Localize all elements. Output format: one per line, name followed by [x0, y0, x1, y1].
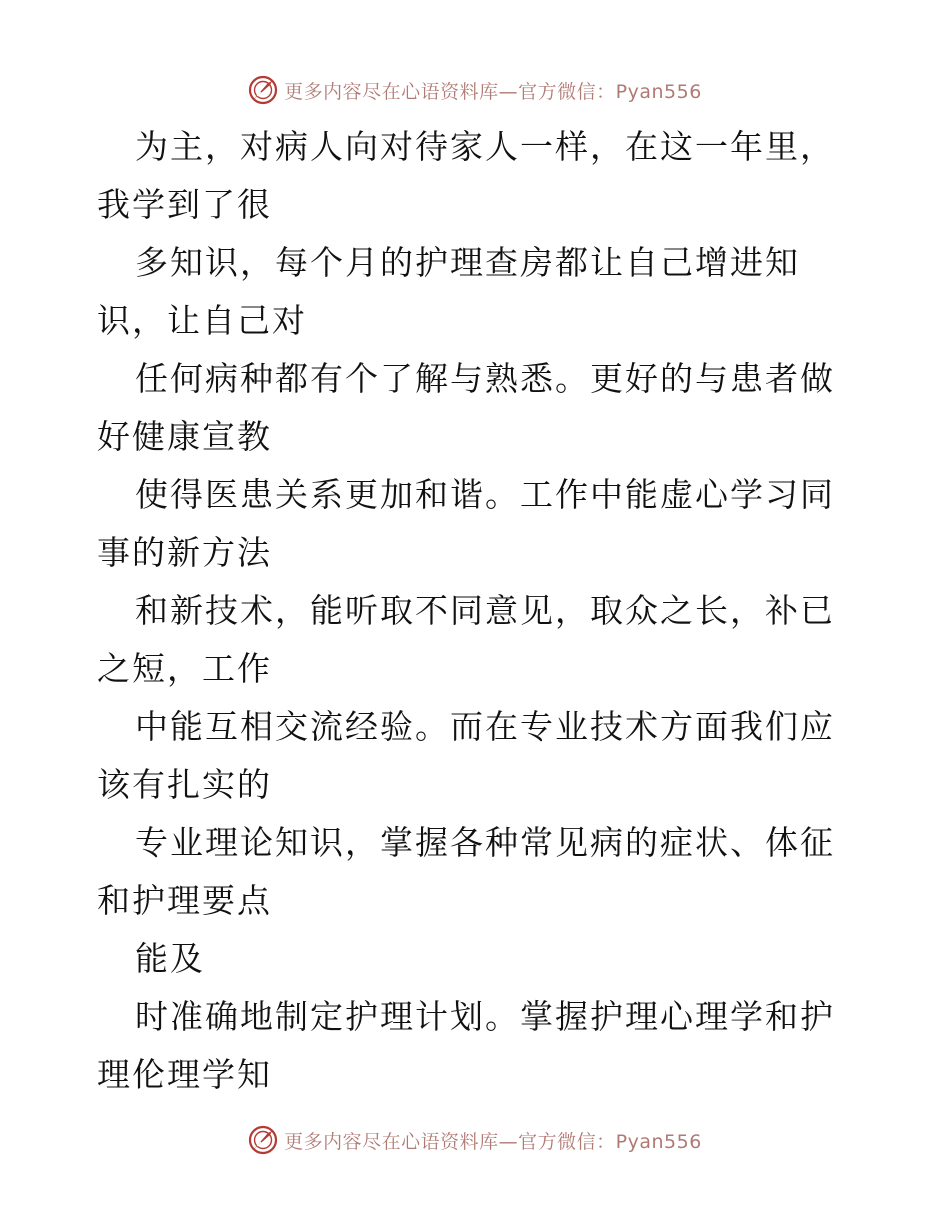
header-banner: [0, 70, 950, 110]
paragraph: 时准确地制定护理计划。掌握护理心理学和护理伦理学知: [97, 997, 835, 1094]
paragraph: 使得医患关系更加和谐。工作中能虚心学习同事的新方法: [97, 475, 835, 572]
footer-banner: [0, 1120, 950, 1160]
paragraph: 多知识，每个月的护理查房都让自己增进知识，让自己对: [97, 243, 800, 340]
paragraph: 和新技术，能听取不同意见，取众之长，补已之短，工作: [97, 591, 835, 688]
quill-seal-icon: [248, 1125, 278, 1155]
paragraph: 能及: [135, 939, 205, 978]
quill-seal-icon: [248, 75, 278, 105]
header-banner-text: 更多内容尽在心语资料库—官方微信：Pyan556: [284, 80, 702, 103]
paragraph: 任何病种都有个了解与熟悉。更好的与患者做好健康宣教: [97, 359, 835, 456]
paragraph: 为主，对病人向对待家人一样，在这一年里，我学到了很: [97, 127, 835, 224]
paragraph: 专业理论知识，掌握各种常见病的症状、体征和护理要点: [97, 823, 835, 920]
document-body: [97, 118, 857, 1104]
paragraph: 中能互相交流经验。而在专业技术方面我们应该有扎实的: [97, 707, 835, 804]
footer-banner-text: 更多内容尽在心语资料库—官方微信：Pyan556: [284, 1130, 702, 1153]
